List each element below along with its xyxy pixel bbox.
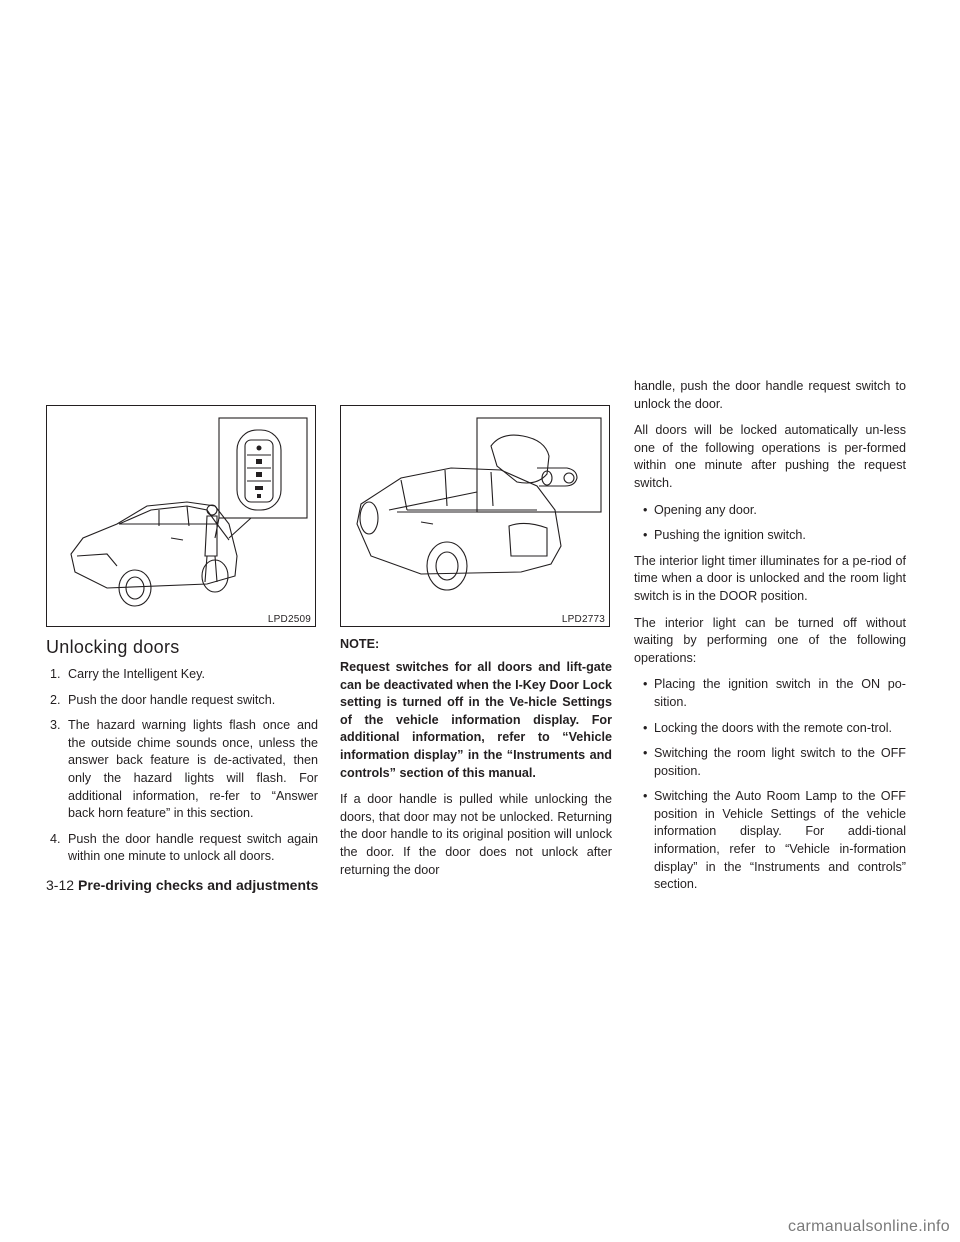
figure-code: LPD2773 xyxy=(561,614,605,625)
figure-key-fob-unlock xyxy=(46,405,316,627)
door-handle-illustration xyxy=(341,406,611,628)
page-number: 3-12 xyxy=(46,877,75,893)
timer-paragraph: The interior light timer illuminates for a pe-riod of time when a door is unlocked and the room light switch is in the DOOR position. xyxy=(634,553,906,603)
list-item: • Pushing the ignition switch. xyxy=(643,528,806,543)
auto-lock-list xyxy=(634,502,906,545)
page-footer xyxy=(46,877,318,893)
list-item: 4. Push the door handle request switch again within one minute to unlock all doors. xyxy=(50,831,318,864)
light-off-intro: The interior light can be turned off without waiting by performing one of the following operations: xyxy=(634,615,906,665)
list-item: • Locking the doors with the remote con-trol. xyxy=(643,720,893,735)
auto-lock-intro: All doors will be locked automatically un-less one of the following operations is per-formed within one minute after pushing the request switch. xyxy=(634,423,906,490)
list-item: 2. Push the door handle request switch. xyxy=(50,692,276,707)
list-item: 3. The hazard warning lights flash once and the outside chime sounds once, unless the answer back feature is de-activated, then only the hazard lights will flash. For additional information, re-fer to “Answer back horn feature” in this section. xyxy=(50,718,318,821)
list-item: • Opening any door. xyxy=(643,502,757,517)
list-item: • Switching the room light switch to the OFF position. xyxy=(643,746,906,778)
list-item: • Switching the Auto Room Lamp to the OFF position in Vehicle Settings of the vehicle information display. For addi-tional information, refer to “Vehicle in-formation display” in the “Instruments and controls” section. xyxy=(643,789,906,892)
watermark: carmanualsonline.info xyxy=(788,1218,950,1235)
column-right xyxy=(634,378,906,902)
column-middle xyxy=(340,405,612,888)
note-body: Request switches for all doors and lift-gate can be deactivated when the I-Key Door Lock setting is turned off in the Ve-hicle Settings of the vehicle information display. For additional information, refer to “Vehicle information display” in the “Instruments and controls” section of this manual. xyxy=(340,660,612,780)
list-item: 1. Carry the Intelligent Key. xyxy=(50,667,205,681)
unlock-steps-list xyxy=(46,666,318,866)
figure-door-handle xyxy=(340,405,610,627)
door-handle-paragraph: If a door handle is pulled while unlocking the doors, that door may not be unlocked. Returning the door handle to its original position will unlock the door. If the door does not unlock after returning the door xyxy=(340,792,612,877)
note-label: NOTE: xyxy=(340,637,380,651)
chapter-title: Pre-driving checks and adjustments xyxy=(78,877,319,893)
car-with-person-illustration xyxy=(47,406,317,628)
light-off-list xyxy=(634,676,906,894)
continued-paragraph: handle, push the door handle request switch to unlock the door. xyxy=(634,379,906,411)
column-left xyxy=(46,405,318,874)
list-item: • Placing the ignition switch in the ON po-sition. xyxy=(643,677,906,709)
figure-code: LPD2509 xyxy=(267,614,311,625)
section-title: Unlocking doors xyxy=(46,637,180,657)
